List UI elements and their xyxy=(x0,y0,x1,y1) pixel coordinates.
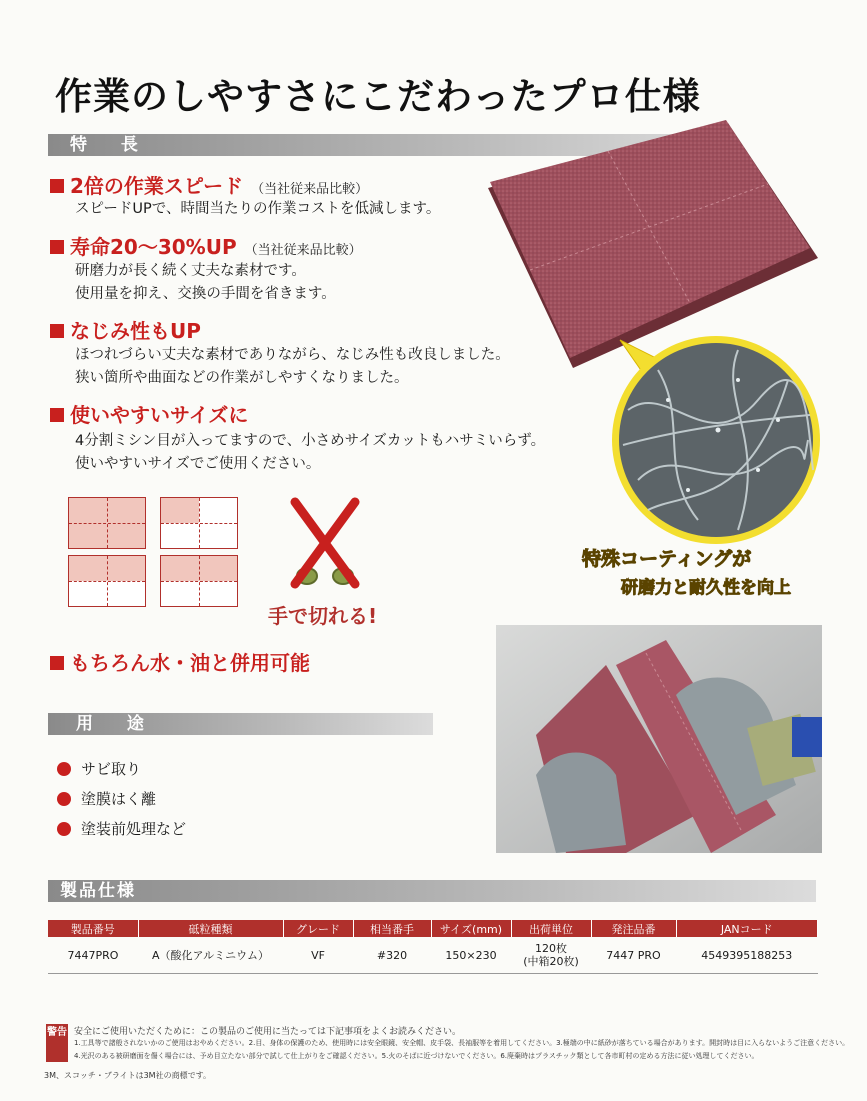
coating-callout-line1: 特殊コーティングが xyxy=(582,548,752,570)
col-header: グレード xyxy=(283,920,353,937)
red-square-icon xyxy=(50,179,64,193)
gloved-hands-photo xyxy=(496,625,822,853)
red-dot-icon xyxy=(57,822,71,836)
trademark-note: 3M、スコッチ・ブライトは3M社の商標です。 xyxy=(44,1071,211,1080)
cell-grit: #320 xyxy=(353,937,431,974)
cut-diagram-three-quarter xyxy=(160,555,238,607)
spec-section-label: 製品仕様 xyxy=(60,881,136,901)
red-dot-icon xyxy=(57,762,71,776)
red-square-icon xyxy=(50,408,64,422)
coating-callout-line2: 研磨力と耐久性を向上 xyxy=(621,578,791,598)
cell-grade: VF xyxy=(283,937,353,974)
cell-abrasive: A（酸化アルミニウム） xyxy=(138,937,283,974)
feature-2-body: 研磨力が長く続く丈夫な素材です。 使用量を抑え、交換の手間を省きます。 xyxy=(75,263,336,302)
red-square-icon xyxy=(50,240,64,254)
red-dot-icon xyxy=(57,792,71,806)
use-item: 塗膜はく離 xyxy=(57,788,156,809)
spec-section-bar xyxy=(48,880,816,902)
spec-table-header-row xyxy=(48,920,818,937)
features-section-label: 特 長 xyxy=(70,135,152,155)
warning-line-1: 1.工具等で諸般されないかのご使用はおやめください。2.目、身体の保護のため、使用時には安全眼鏡、安全帽、皮手袋、長袖服等を着用してください。3.極端の中に紙砂が落ちている場合があります。開封時は目に入らないようご注意ください。 xyxy=(74,1039,850,1047)
use-item: 塗装前処理など xyxy=(57,818,186,839)
table-row xyxy=(48,937,818,974)
scissors-crossed-icon xyxy=(285,492,365,594)
feature-3-heading: なじみ性もUP xyxy=(50,315,201,344)
col-header: 製品番号 xyxy=(48,920,138,937)
feature-4-heading: 使いやすいサイズに xyxy=(50,399,248,428)
col-header: 砥粒種類 xyxy=(138,920,283,937)
col-header: 出荷単位 xyxy=(511,920,591,937)
fiber-closeup-image xyxy=(598,320,834,550)
feature-1-note: （当社従来品比較） xyxy=(251,182,369,197)
warning-line-2: 4.光沢のある被研磨面を傷く場合には、予め目立たない部分で試して仕上がりをご確認ください。5.火のそばに近づけないでください。6.廃棄時はプラスチック類として各市町村の定める方法に従い処理してください。 xyxy=(74,1052,759,1060)
use-item: サビ取り xyxy=(57,758,141,779)
spec-table xyxy=(48,920,818,974)
col-header: 発注品番 xyxy=(591,920,676,937)
cell-shipping-unit: 120枚 (中箱20枚) xyxy=(511,937,591,974)
cut-diagram-half xyxy=(68,555,146,607)
red-square-icon xyxy=(50,656,64,670)
col-header: JANコード xyxy=(676,920,818,937)
uses-section-label: 用 途 xyxy=(76,714,158,734)
warning-badge: 警告 xyxy=(46,1024,68,1062)
col-header: サイズ(mm) xyxy=(431,920,511,937)
feature-1-body: スピードUPで、時間当たりの作業コストを低減します。 xyxy=(75,201,441,217)
cell-size: 150×230 xyxy=(431,937,511,974)
warning-heading: 安全にご使用いただくために：この製品のご使用に当たっては下記事項をよくお読みください。 xyxy=(74,1027,462,1037)
feature-2-note: （当社従来品比較） xyxy=(244,243,362,258)
cell-jan-code: 4549395188253 xyxy=(676,937,818,974)
feature-4-body: 4分割ミシン目が入ってますので、小さめサイズカットもハサミいらず。 使いやすいサイズでご使用ください。 xyxy=(75,433,546,472)
scissors-caption: 手で切れる! xyxy=(268,604,378,628)
cell-product-number: 7447PRO xyxy=(48,937,138,974)
red-square-icon xyxy=(50,324,64,338)
feature-3-body: ほつれづらい丈夫な素材でありながら、なじみ性も改良しました。 狭い箇所や曲面などの作業がしやすくなりました。 xyxy=(75,347,510,386)
cut-diagram-quarter xyxy=(160,497,238,549)
cell-order-number: 7447 PRO xyxy=(591,937,676,974)
feature-1-heading: 2倍の作業スピード （当社従来品比較） xyxy=(50,170,368,199)
feature-2-heading: 寿命20～30%UP （当社従来品比較） xyxy=(50,231,362,260)
col-header: 相当番手 xyxy=(353,920,431,937)
cut-diagram-full xyxy=(68,497,146,549)
page-title: 作業のしやすさにこだわったプロ仕様 xyxy=(55,75,701,118)
water-oil-heading: もちろん水・油と併用可能 xyxy=(50,647,310,676)
